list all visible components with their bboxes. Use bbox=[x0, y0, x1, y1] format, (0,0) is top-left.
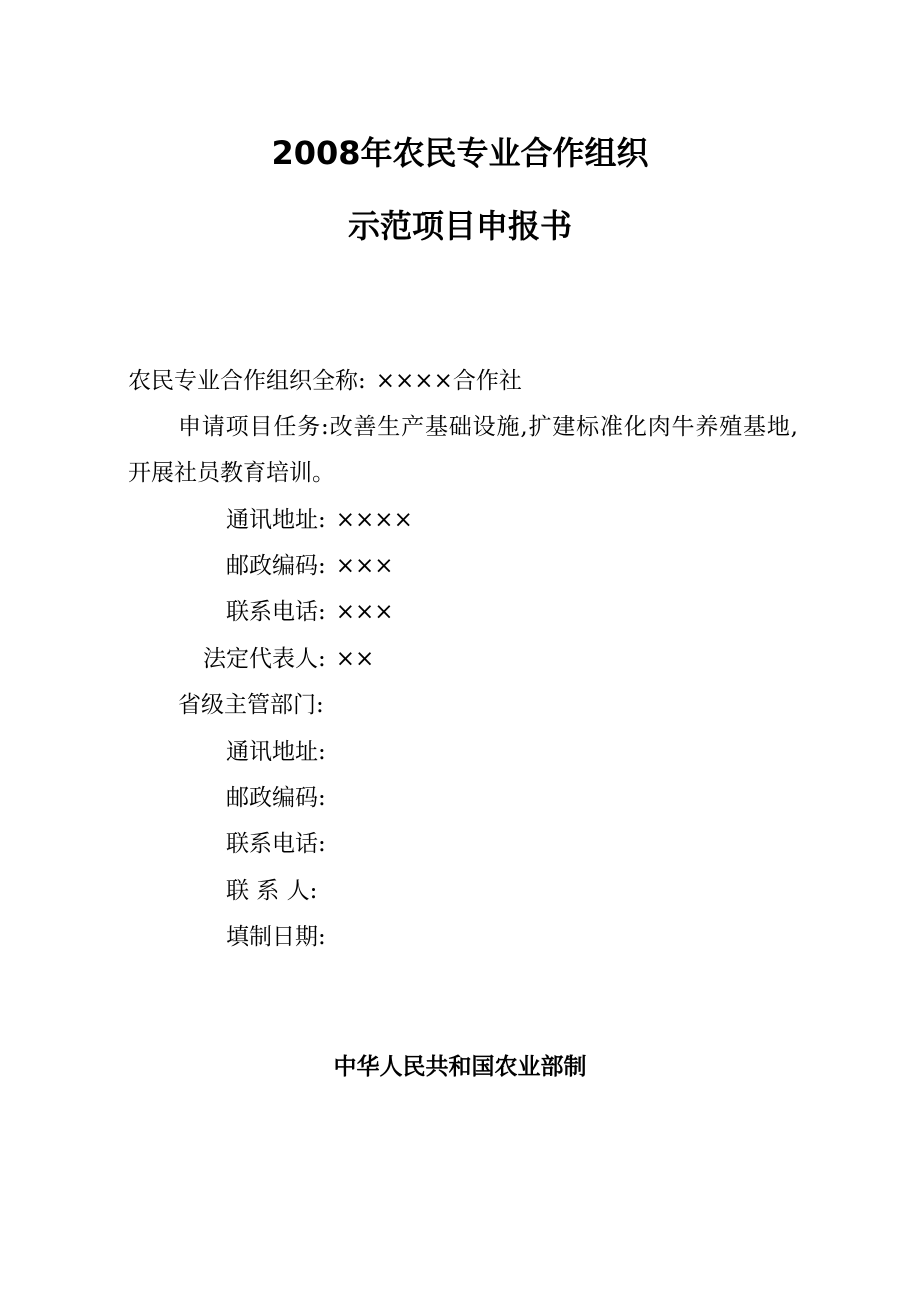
provincial-postcode-label: 邮政编码: bbox=[226, 785, 326, 811]
issuer-footer: 中华人民共和国农业部制 bbox=[333, 1054, 587, 1080]
document-title-line-1: 2008年农民专业合作组织 bbox=[271, 134, 649, 172]
provincial-dept-label: 省级主管部门: bbox=[178, 692, 324, 718]
project-task-paragraph: 申请项目任务:改善生产基础设施,扩建标准化肉牛养殖基地,开展社员教育培训。 bbox=[128, 414, 798, 486]
legal-rep-value: ×× bbox=[335, 646, 375, 672]
phone-field bbox=[226, 597, 394, 627]
fill-date-field bbox=[226, 922, 326, 952]
legal-rep-label: 法定代表人: bbox=[203, 646, 326, 672]
provincial-address-label: 通讯地址: bbox=[226, 739, 326, 765]
postcode-field bbox=[226, 551, 394, 581]
address-value: ×××× bbox=[335, 507, 413, 533]
provincial-postcode-field bbox=[226, 783, 326, 813]
provincial-contact-person-label: 联 系 人: bbox=[226, 878, 318, 904]
provincial-phone-label: 联系电话: bbox=[226, 831, 326, 857]
legal-rep-field bbox=[203, 644, 374, 674]
phone-label: 联系电话: bbox=[226, 599, 326, 625]
postcode-value: ××× bbox=[335, 553, 394, 579]
org-full-name-label: 农民专业合作组织全称: bbox=[128, 368, 366, 394]
document-title-line-2: 示范项目申报书 bbox=[347, 207, 572, 245]
phone-value: ××× bbox=[335, 599, 394, 625]
provincial-dept-field bbox=[178, 690, 324, 720]
provincial-contact-person-field bbox=[226, 876, 317, 906]
address-field bbox=[226, 505, 413, 535]
address-label: 通讯地址: bbox=[226, 507, 326, 533]
org-full-name-field bbox=[128, 366, 522, 396]
provincial-address-field bbox=[226, 737, 326, 767]
org-full-name-value: ××××合作社 bbox=[375, 368, 522, 394]
fill-date-label: 填制日期: bbox=[226, 924, 326, 950]
provincial-phone-field bbox=[226, 829, 326, 859]
postcode-label: 邮政编码: bbox=[226, 553, 326, 579]
